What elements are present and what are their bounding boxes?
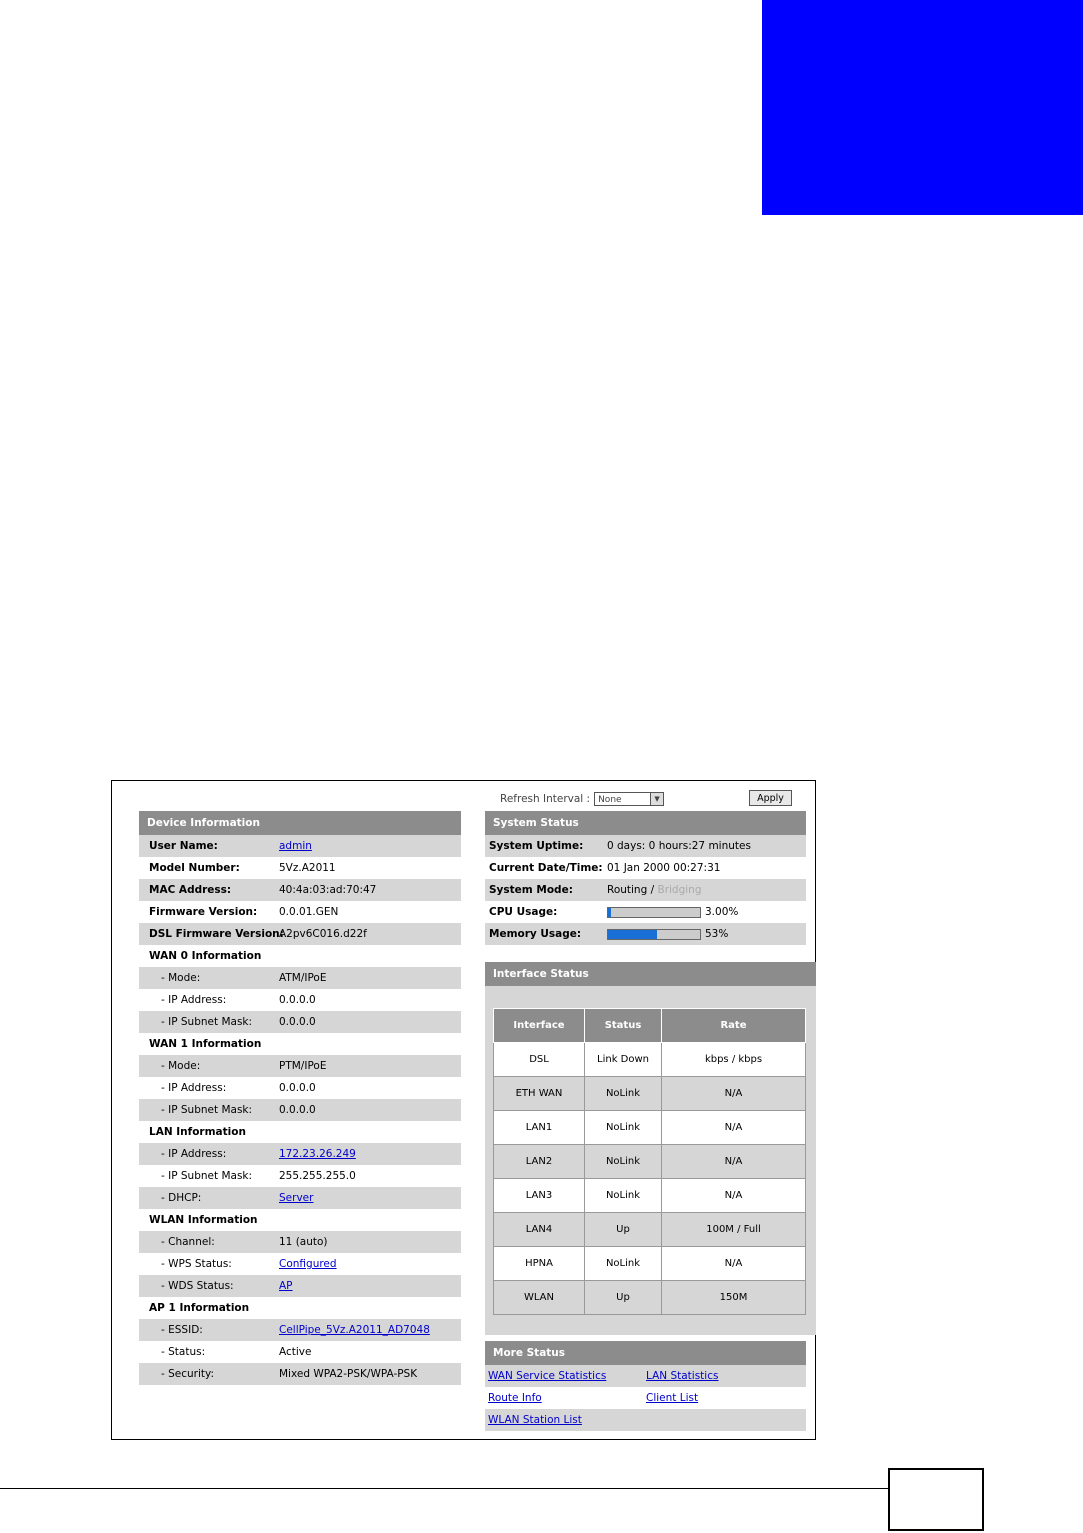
table-row: System Uptime: 0 days: 0 hours:27 minutes xyxy=(485,835,806,857)
table-row: Model Number: 5Vz.A2011 xyxy=(149,862,336,874)
chapter-tab-block xyxy=(762,0,1083,215)
table-row: LAN4 Up 100M / Full xyxy=(494,1213,806,1247)
table-row: - IP Subnet Mask: 0.0.0.0 xyxy=(139,1099,461,1121)
wlan-station-list-link[interactable]: WLAN Station List xyxy=(488,1414,582,1426)
route-info-link[interactable]: Route Info xyxy=(488,1392,542,1404)
table-row: CPU Usage: 3.00% xyxy=(489,906,739,918)
more-status-title: More Status xyxy=(485,1341,806,1365)
essid-link[interactable]: CellPipe_5Vz.A2011_AD7048 xyxy=(279,1324,430,1336)
table-row: - Security: Mixed WPA2-PSK/WPA-PSK xyxy=(139,1363,461,1385)
interface-table xyxy=(493,1008,806,1315)
wan-service-statistics-link[interactable]: WAN Service Statistics xyxy=(488,1370,607,1382)
lan-ip-address-link[interactable]: 172.23.26.249 xyxy=(279,1148,356,1160)
apply-button[interactable]: Apply xyxy=(749,790,792,806)
col-status: Status xyxy=(585,1009,662,1043)
table-row: - IP Subnet Mask: 255.255.255.0 xyxy=(161,1170,356,1182)
section-row-wlan: WLAN Information xyxy=(149,1214,258,1226)
wps-status-link[interactable]: Configured xyxy=(279,1258,337,1270)
table-row: LAN3 NoLink N/A xyxy=(494,1179,806,1213)
section-row-lan: LAN Information xyxy=(149,1126,246,1138)
interface-table-wrap xyxy=(485,986,816,1335)
table-row: Current Date/Time: 01 Jan 2000 00:27:31 xyxy=(489,862,721,874)
client-list-link[interactable]: Client List xyxy=(646,1392,699,1404)
refresh-interval xyxy=(500,791,664,807)
table-row: WLAN Up 150M xyxy=(494,1281,806,1315)
device-information-panel xyxy=(139,811,461,1385)
refresh-interval-select[interactable] xyxy=(594,792,664,806)
table-row: - Channel: 11 (auto) xyxy=(139,1231,461,1253)
table-row: - Status: Active xyxy=(161,1346,312,1358)
col-interface: Interface xyxy=(494,1009,585,1043)
table-row: Memory Usage: 53% xyxy=(485,923,806,945)
table-row xyxy=(485,1409,806,1431)
wds-status-link[interactable]: AP xyxy=(279,1280,293,1292)
page-number-box xyxy=(888,1468,984,1531)
table-row xyxy=(485,1365,806,1387)
footer-rule xyxy=(0,1488,888,1489)
mode-bridging: Bridging xyxy=(657,884,702,896)
cpu-usage-value: 3.00% xyxy=(705,906,739,918)
user-name-link[interactable]: admin xyxy=(279,840,312,852)
table-row: HPNA NoLink N/A xyxy=(494,1247,806,1281)
table-row: - IP Address: 0.0.0.0 xyxy=(161,1082,316,1094)
section-row-wan1: WAN 1 Information xyxy=(149,1038,262,1050)
table-row: MAC Address: 40:4a:03:ad:70:47 xyxy=(139,879,461,901)
memory-usage-value: 53% xyxy=(705,928,729,940)
interface-status-panel xyxy=(485,962,816,1335)
table-row: ETH WAN NoLink N/A xyxy=(494,1077,806,1111)
table-row: - IP Subnet Mask: 0.0.0.0 xyxy=(139,1011,461,1033)
status-screenshot xyxy=(111,780,816,1440)
col-rate: Rate xyxy=(662,1009,806,1043)
table-row: User Name: admin xyxy=(139,835,461,857)
table-row: - WDS Status: AP xyxy=(139,1275,461,1297)
table-row: DSL Link Down kbps / kbps xyxy=(494,1043,806,1077)
system-status-panel xyxy=(485,811,806,945)
section-row-ap1: AP 1 Information xyxy=(149,1302,250,1314)
system-status-title: System Status xyxy=(485,811,806,835)
table-row: DSL Firmware Version: A2pv6C016.d22f xyxy=(139,923,461,945)
lan-statistics-link[interactable]: LAN Statistics xyxy=(646,1370,719,1382)
table-row: - Mode: PTM/IPoE xyxy=(139,1055,461,1077)
table-row: - Mode: ATM/IPoE xyxy=(139,967,461,989)
table-row: LAN2 NoLink N/A xyxy=(494,1145,806,1179)
chevron-down-icon[interactable]: ▼ xyxy=(650,793,663,805)
table-row xyxy=(485,1387,806,1409)
dhcp-server-link[interactable]: Server xyxy=(279,1192,314,1204)
refresh-interval-label: Refresh Interval : xyxy=(500,793,591,805)
section-row-wan0: WAN 0 Information xyxy=(149,950,262,962)
more-status-panel xyxy=(485,1341,806,1431)
refresh-interval-value: None xyxy=(598,795,622,805)
memory-usage-fill xyxy=(608,930,657,939)
table-row: - IP Address: 172.23.26.249 xyxy=(139,1143,461,1165)
table-row: LAN1 NoLink N/A xyxy=(494,1111,806,1145)
table-row: - WPS Status: Configured xyxy=(161,1258,337,1270)
table-row: - ESSID: CellPipe_5Vz.A2011_AD7048 xyxy=(139,1319,461,1341)
table-row: System Mode: Routing / Bridging xyxy=(485,879,806,901)
table-row: - IP Address: 0.0.0.0 xyxy=(161,994,316,1006)
device-information-title: Device Information xyxy=(139,811,461,835)
interface-status-title: Interface Status xyxy=(485,962,816,986)
cpu-usage-fill xyxy=(608,908,611,917)
memory-usage-bar xyxy=(607,929,701,940)
table-row: Firmware Version: 0.0.01.GEN xyxy=(149,906,339,918)
mode-routing: Routing xyxy=(607,884,648,896)
table-row: - DHCP: Server xyxy=(139,1187,461,1209)
cpu-usage-bar xyxy=(607,907,701,918)
